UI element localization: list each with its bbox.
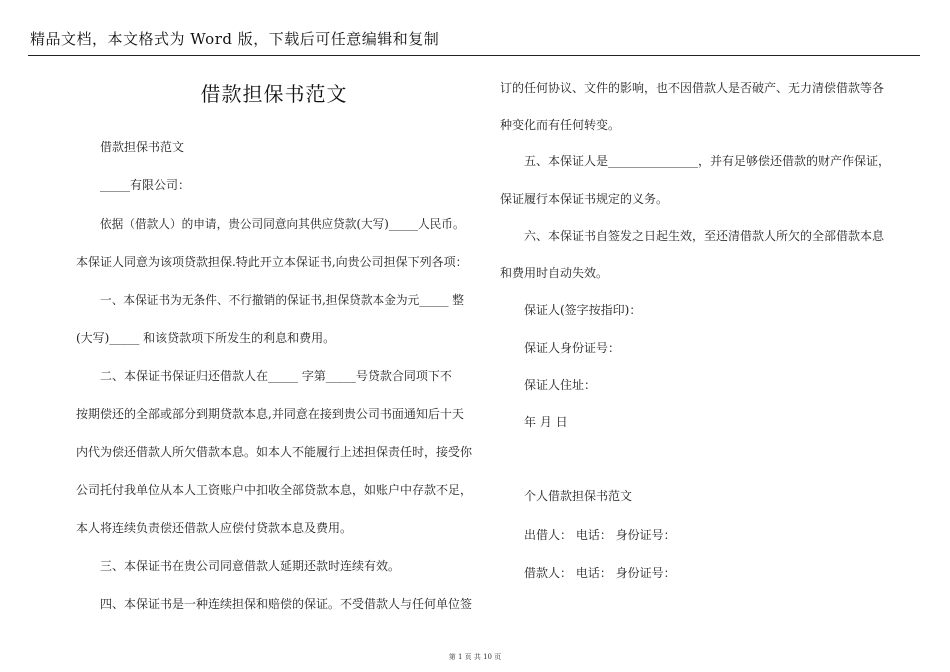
paragraph-line: 保证履行本保证书规定的义务。 xyxy=(500,192,669,206)
paragraph-line: 二、本保证书保证归还借款人在_____ 字第_____号贷款合同项下不 xyxy=(100,369,452,383)
paragraph-line: 一、本保证书为无条件、不行撤销的保证书,担保贷款本金为元_____ 整 xyxy=(100,293,464,307)
page-footer: 第 1 页 共 10 页 xyxy=(448,653,502,661)
paragraph-line: 按期偿还的全部或部分到期贷款本息,并同意在接到贵公司书面通知后十天 xyxy=(76,407,464,421)
document-title: 借款担保书范文 xyxy=(200,82,348,106)
section-heading: 个人借款担保书范文 xyxy=(524,489,633,503)
paragraph-line: 种变化而有任何转变。 xyxy=(500,118,621,132)
paragraph-line: 本人将连续负责偿还借款人应偿付贷款本息及费用。 xyxy=(76,521,353,535)
paragraph-line: 四、本保证书是一种连续担保和赔偿的保证。不受借款人与任何单位签 xyxy=(100,597,473,611)
header-divider xyxy=(28,55,920,56)
borrower-info-line: 借款人： 电话： 身份证号： xyxy=(524,566,676,580)
paragraph-line: 订的任何协议、文件的影响，也不因借款人是否破产、无力清偿借款等各 xyxy=(500,81,885,95)
lender-info-line: 出借人： 电话： 身份证号： xyxy=(524,528,676,542)
salutation-line: _____有限公司： xyxy=(100,178,191,192)
document-header-banner: 精品文档，本文格式为 Word 版，下载后可任意编辑和复制 xyxy=(30,30,440,48)
paragraph-line: (大写)_____ 和该贷款项下所发生的利息和费用。 xyxy=(76,331,336,345)
paragraph-line: 五、本保证人是_______________，并有足够偿还借款的财产作保证， xyxy=(524,154,891,168)
guarantor-address-line: 保证人住址： xyxy=(524,378,597,392)
paragraph-line: 三、本保证书在贵公司同意借款人延期还款时连续有效。 xyxy=(100,559,401,573)
paragraph-line: 和费用时自动失效。 xyxy=(500,266,609,280)
date-line: 年 月 日 xyxy=(524,415,568,429)
paragraph-line: 内代为偿还借款人所欠借款本息。如本人不能履行上述担保责任时，接受你 xyxy=(76,445,473,459)
section-heading: 借款担保书范文 xyxy=(100,140,185,154)
paragraph-line: 公司托付我单位从本人工资账户中扣收全部贷款本息，如账户中存款不足， xyxy=(76,483,473,497)
paragraph-line: 本保证人同意为该项贷款担保.特此开立本保证书,向贵公司担保下列各项： xyxy=(76,255,468,269)
paragraph-line: 依据（借款人）的申请，贵公司同意向其供应贷款(大写)_____人民币。 xyxy=(100,217,465,231)
paragraph-line: 六、本保证书自签发之日起生效，至还清借款人所欠的全部借款本息 xyxy=(524,229,885,243)
guarantor-id-line: 保证人身份证号： xyxy=(524,341,621,355)
guarantor-signature-line: 保证人(签字按指印)： xyxy=(524,303,642,317)
